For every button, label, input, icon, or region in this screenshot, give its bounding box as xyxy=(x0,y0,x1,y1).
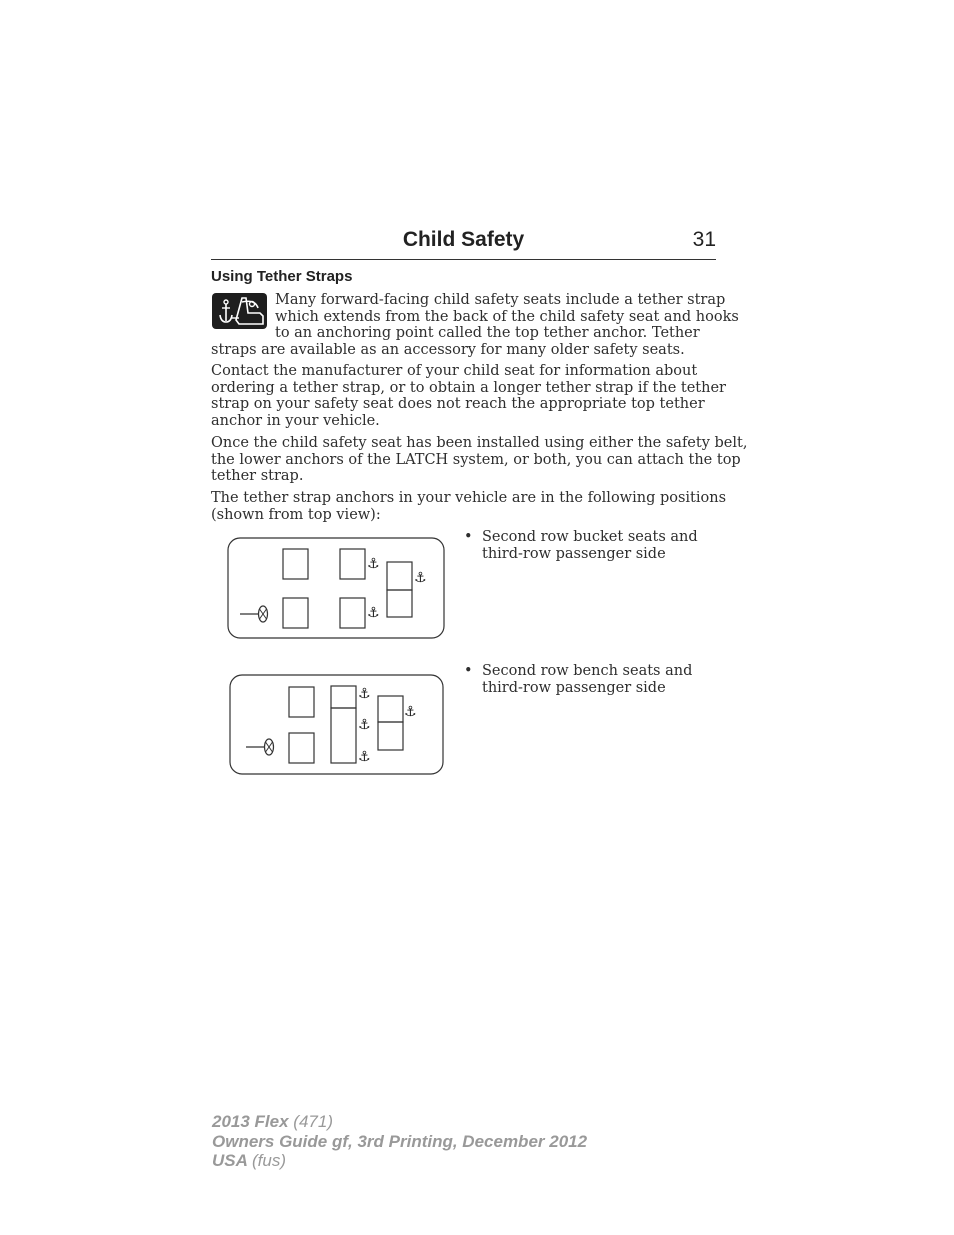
paragraph-contact-manufacturer xyxy=(211,363,726,429)
front-passenger-seat xyxy=(289,687,314,717)
footer-region-code: (fus) xyxy=(252,1151,286,1170)
bullet-bench-seats xyxy=(464,663,724,696)
anchor-icon: ⚓ xyxy=(414,570,427,586)
third-row-passenger-seat xyxy=(378,696,403,722)
anchor-icon: ⚓ xyxy=(358,686,371,702)
paragraph-anchor-positions xyxy=(211,490,727,523)
text-line: straps are available as an accessory for many older safety seats. xyxy=(211,341,685,358)
document-footer xyxy=(212,1112,587,1171)
paragraph-tether-intro xyxy=(211,292,739,358)
anchor-icon: ⚓ xyxy=(404,704,417,720)
text-line: third-row passenger side xyxy=(482,545,666,562)
footer-model: 2013 Flex xyxy=(212,1112,289,1131)
front-passenger-seat xyxy=(283,549,308,579)
text-line: third-row passenger side xyxy=(482,679,666,696)
third-row-passenger-seat xyxy=(387,562,412,590)
header-divider xyxy=(211,259,716,260)
text-line: anchor in your vehicle. xyxy=(211,412,380,429)
second-row-bench-left xyxy=(331,708,356,763)
text-line: The tether strap anchors in your vehicle are in the following positions xyxy=(211,490,727,506)
section-heading: Using Tether Straps xyxy=(211,268,353,285)
text-line: ordering a tether strap, or to obtain a longer tether strap if the tether xyxy=(211,379,726,396)
text-line: to an anchoring point called the top tether anchor. Tether xyxy=(275,325,700,341)
text-line: Second row bucket seats and xyxy=(482,529,698,545)
anchor-icon: ⚓ xyxy=(358,749,371,765)
anchor-icon: ⚓ xyxy=(358,717,371,733)
footer-model-code: (471) xyxy=(293,1112,333,1131)
text-line: (shown from top view): xyxy=(211,506,381,523)
footer-region: USA xyxy=(212,1151,248,1170)
bullet-marker: • xyxy=(464,663,473,679)
driver-seat xyxy=(289,733,314,763)
footer-guide: Owners Guide gf, 3rd Printing, December 2012 xyxy=(212,1131,588,1151)
third-row-driver-side-seat xyxy=(387,590,412,617)
third-row-driver-side-seat xyxy=(378,722,403,750)
footer-line-model xyxy=(212,1112,587,1132)
anchor-icon: ⚓ xyxy=(367,605,380,621)
text-line: the lower anchors of the LATCH system, or both, you can attach the top xyxy=(211,451,741,468)
text-line: tether strap. xyxy=(211,468,304,484)
second-row-left-bucket-seat xyxy=(340,598,365,628)
vehicle-outline xyxy=(230,675,443,774)
text-line: which extends from the back of the child safety seat and hooks xyxy=(275,308,739,325)
paragraph-attach-tether xyxy=(211,435,748,485)
bench-seats-anchor-diagram xyxy=(228,673,446,777)
footer-line-region xyxy=(212,1151,587,1171)
text-line: Many forward-facing child safety seats include a tether strap xyxy=(275,292,726,308)
text-line: Second row bench seats and xyxy=(482,663,693,679)
text-line: Once the child safety seat has been installed using either the safety belt, xyxy=(211,435,748,451)
text-line: Contact the manufacturer of your child seat for information about xyxy=(211,363,698,379)
driver-seat xyxy=(283,598,308,628)
text-line: strap on your safety seat does not reach the appropriate top tether xyxy=(211,396,705,412)
page-section-title: Child Safety xyxy=(402,228,525,251)
bucket-seats-anchor-diagram xyxy=(226,536,446,640)
anchor-icon: ⚓ xyxy=(367,556,380,572)
second-row-right-bucket-seat xyxy=(340,549,365,579)
bullet-marker: • xyxy=(464,529,473,545)
bullet-bucket-seats xyxy=(464,529,724,562)
second-row-bench-right xyxy=(331,686,356,708)
page-number: 31 xyxy=(692,228,716,251)
